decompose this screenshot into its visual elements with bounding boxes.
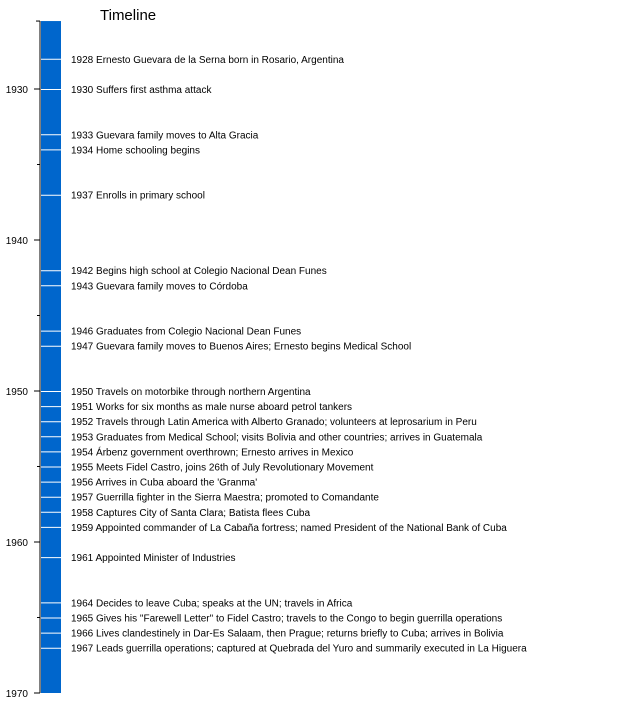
- timeline-bar-group: [41, 21, 61, 693]
- event-item: [41, 402, 352, 413]
- event-label: 1967 Leads guerrilla operations; captured at Quebrada del Yuro and summarily executed in La Higuera: [71, 643, 527, 655]
- event-item: [41, 266, 327, 277]
- event-item: [41, 342, 411, 353]
- tick-label: 1940: [5, 236, 28, 247]
- event-label: 1946 Graduates from Colegio Nacional Dean Funes: [71, 326, 302, 338]
- event-item: [41, 598, 353, 609]
- event-label: 1957 Guerrilla fighter in the Sierra Maestra; promoted to Comandante: [71, 492, 379, 504]
- event-item: [41, 55, 344, 66]
- event-item: [41, 463, 374, 474]
- event-item: [41, 281, 248, 292]
- event-label: 1956 Arrives in Cuba aboard the 'Granma': [71, 477, 258, 489]
- tick-label: 1930: [5, 85, 28, 96]
- event-item: [41, 191, 205, 202]
- event-label: 1955 Meets Fidel Castro, joins 26th of July Revolutionary Movement: [71, 462, 374, 474]
- event-label: 1959 Appointed commander of La Cabaña fortress; named President of the National Bank of Cuba: [71, 522, 507, 534]
- event-label: 1961 Appointed Minister of Industries: [71, 553, 236, 565]
- event-item: [41, 145, 200, 156]
- event-label: 1964 Decides to leave Cuba; speaks at the UN; travels in Africa: [71, 598, 353, 610]
- event-label: 1966 Lives clandestinely in Dar-Es Salaam, then Prague; returns briefly to Cuba; arrives in Bolivia: [71, 628, 504, 640]
- event-label: 1933 Guevara family moves to Alta Gracia: [71, 130, 259, 142]
- event-label: 1937 Enrolls in primary school: [71, 190, 205, 202]
- event-item: [41, 417, 477, 428]
- event-label: 1930 Suffers first asthma attack: [71, 85, 212, 96]
- timeline-bar: [41, 21, 61, 693]
- event-item: [41, 493, 379, 504]
- event-item: [41, 553, 236, 564]
- tick-label: 1950: [5, 387, 28, 398]
- chart-title: Timeline: [100, 7, 157, 24]
- event-item: [41, 387, 311, 398]
- event-item: [41, 508, 310, 519]
- event-label: 1965 Gives his "Farewell Letter" to Fidel Castro; travels to the Congo to begin guerrilla operations: [71, 613, 503, 625]
- event-item: [41, 445, 354, 458]
- event-label: 1953 Graduates from Medical School; visits Bolivia and other countries; arrives in Guatemala: [71, 432, 483, 444]
- event-label: 1951 Works for six months as male nurse aboard petrol tankers: [71, 402, 353, 414]
- event-item: [41, 644, 527, 655]
- event-item: [41, 614, 502, 625]
- event-label: 1952 Travels through Latin America with Alberto Granado; volunteers at leprosarium in Peru: [71, 417, 477, 429]
- event-label: 1958 Captures City of Santa Clara; Batista flees Cuba: [71, 507, 311, 519]
- tick-label: 1970: [5, 689, 28, 700]
- event-item: [41, 478, 257, 489]
- event-item: [41, 523, 507, 534]
- tick-label: 1960: [5, 538, 28, 549]
- event-label: 1928 Ernesto Guevara de la Serna born in Rosario, Argentina: [71, 54, 344, 66]
- event-label: 1947 Guevara family moves to Buenos Aires; Ernesto begins Medical School: [71, 341, 412, 353]
- time-axis: [6, 21, 40, 700]
- event-item: [41, 432, 483, 443]
- event-label: 1943 Guevara family moves to Córdoba: [71, 281, 248, 293]
- event-label: 1934 Home schooling begins: [71, 145, 200, 157]
- event-label: 1950 Travels on motorbike through northern Argentina: [71, 387, 311, 398]
- events-group: [41, 55, 527, 655]
- event-item: [41, 629, 504, 640]
- event-item: [41, 327, 301, 338]
- event-label: 1954 Árbenz government overthrown; Ernesto arrives in Mexico: [71, 447, 354, 459]
- event-item: [41, 130, 259, 141]
- event-label: 1942 Begins high school at Colegio Nacional Dean Funes: [71, 266, 327, 278]
- event-item: [41, 85, 212, 96]
